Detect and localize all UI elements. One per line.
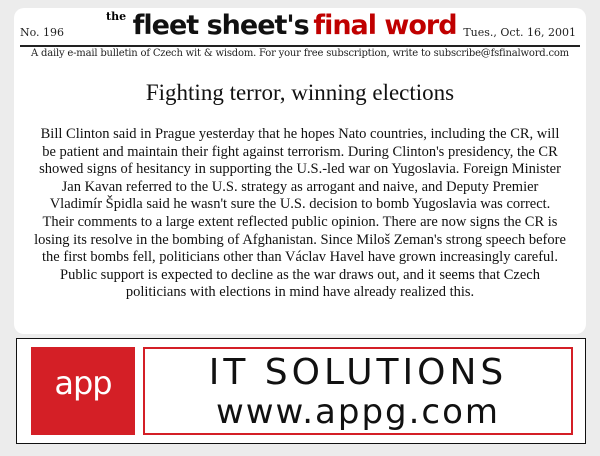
masthead-title-main: fleet sheet's (132, 10, 309, 41)
ad-url[interactable]: www.appg.com (215, 392, 501, 432)
app-logo (31, 347, 135, 435)
bulletin-card (14, 8, 586, 334)
masthead-title (106, 10, 457, 41)
tagline: A daily e-mail bulletin of Czech wit & wisdom. For your free subscription, write to subscribe@fsfinalword.com (31, 48, 569, 59)
masthead (14, 8, 586, 46)
masthead-title-accent: final word (313, 10, 457, 41)
ad-headline: IT SOLUTIONS (208, 352, 508, 393)
ad-text-frame (143, 347, 573, 435)
app-logo-text: app (54, 364, 112, 402)
issue-date: Tues., Oct. 16, 2001 (463, 26, 576, 39)
issue-number: No. 196 (20, 26, 65, 39)
article-body: Bill Clinton said in Prague yesterday that he hopes Nato countries, including the CR, will be patient and maintain their fight against terrorism. During Clinton's presidency, the CR showed signs of hesitancy in supporting the U.S.-led war on Yugoslavia. Foreign Minister Jan Kavan referred to the U.S. strategy as arrogant and naive, and Deputy Premier Vladimír Špidla said he wasn't sure the U.S. decision to bomb Yugoslavia was correct. Their comments to a large extent reflected public opinion. There are now signs the CR is losing its resolve in the bombing of Afghanistan. Since Miloš Zeman's strong speech before the first bombs fell, politicians other than Václav Havel have grown increasingly careful. Public support is expected to decline as the war draws out, and it seems that Czech politicians with elections in mind have already realized this. (34, 126, 566, 301)
masthead-the: the (106, 10, 127, 23)
advertisement-banner[interactable] (16, 338, 586, 444)
article-headline: Fighting terror, winning elections (145, 80, 455, 105)
masthead-divider (20, 45, 580, 47)
